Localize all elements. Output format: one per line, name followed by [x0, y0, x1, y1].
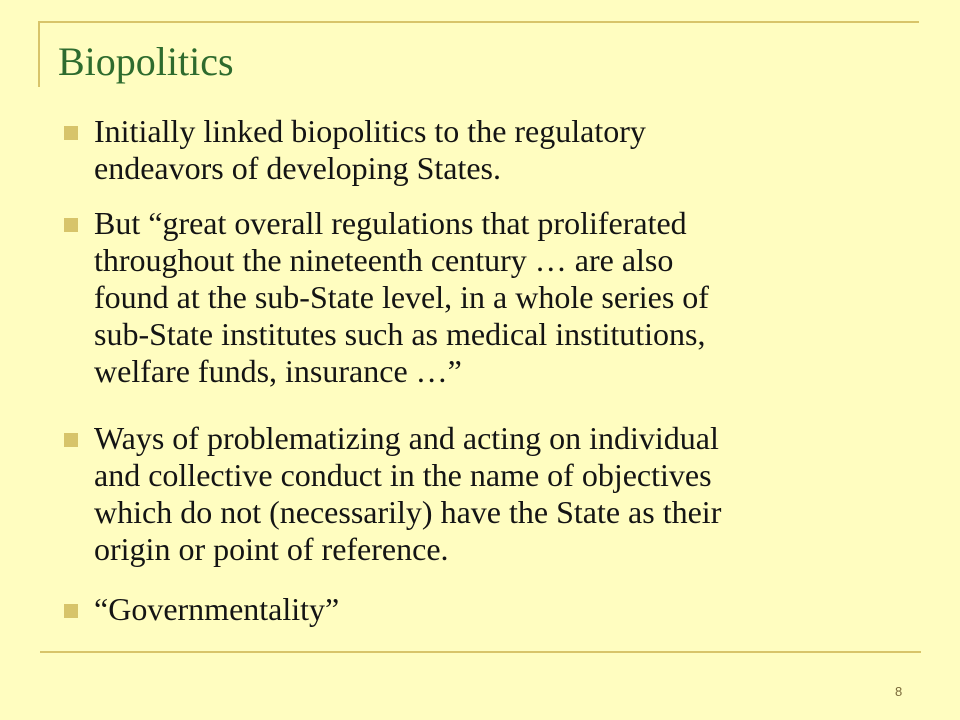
bullet-square-icon — [64, 126, 78, 140]
bullet-square-icon — [64, 218, 78, 232]
top-divider — [38, 21, 919, 23]
slide-title: Biopolitics — [58, 39, 234, 84]
bullet-text: Ways of problematizing and acting on individual and collective conduct in the name of objectives which do not (necessarily) have the State as their origin or point of reference. — [94, 420, 722, 567]
bullet-square-icon — [64, 604, 78, 618]
bullet-text: “Governmentality” — [94, 591, 340, 627]
bullet-text: Initially linked biopolitics to the regulatory endeavors of developing States. — [94, 113, 646, 186]
bullet-square-icon — [64, 433, 78, 447]
bottom-divider — [40, 651, 921, 653]
page-number: 8 — [895, 684, 903, 699]
bullet-text: But “great overall regulations that proliferated throughout the nineteenth century … are also found at the sub-State level, in a whole series of sub-State institutes such as medical institutions, welfare funds, insurance …” — [94, 205, 709, 389]
left-accent-bar — [38, 21, 40, 87]
